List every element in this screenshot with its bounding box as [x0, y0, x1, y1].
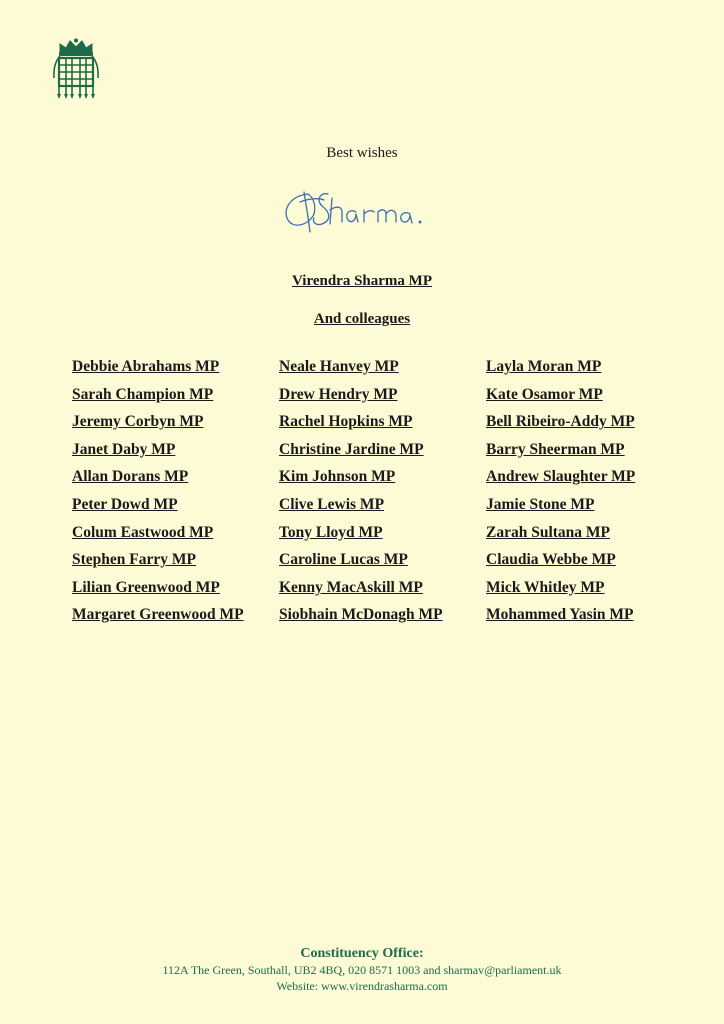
signatory-name: Colum Eastwood MP	[72, 523, 214, 541]
signatory-name: Mick Whitley MP	[486, 578, 605, 596]
signatory-name: Debbie Abrahams MP	[72, 358, 220, 375]
signatory-name: Layla Moran MP	[486, 358, 602, 375]
signatory-name: Peter Dowd MP	[72, 495, 178, 513]
signatory-name: Neale Hanvey MP	[279, 358, 399, 375]
footer-website: Website: www.virendrasharma.com	[276, 979, 448, 993]
portcullis-crest-icon	[50, 38, 102, 100]
signatory-name: Drew Hendry MP	[279, 385, 398, 403]
footer-title: Constituency Office:	[300, 946, 424, 961]
signatory-name: Andrew Slaughter MP	[486, 468, 636, 486]
signatory-name: Jamie Stone MP	[486, 495, 595, 513]
signatory-name: Lilian Greenwood MP	[72, 578, 220, 596]
sender-name: Virendra Sharma MP	[292, 273, 432, 289]
signatories-column-3	[486, 357, 635, 633]
signatory-name: Stephen Farry MP	[72, 551, 196, 569]
signatory-name: Mohammed Yasin MP	[486, 606, 634, 624]
signatory-name: Siobhain McDonagh MP	[279, 606, 443, 624]
signatory-name: Kate Osamor MP	[486, 385, 603, 403]
signatories-column-1	[72, 357, 244, 633]
signatory-name: Christine Jardine MP	[279, 440, 424, 458]
signatories-column-2	[279, 357, 443, 633]
signatory-name: Margaret Greenwood MP	[72, 606, 244, 624]
signatory-name: Kenny MacAskill MP	[279, 578, 423, 596]
sender-colleagues: And colleagues	[313, 311, 411, 327]
signatory-name: Tony Lloyd MP	[279, 523, 383, 541]
signatory-name: Bell Ribeiro-Addy MP	[486, 413, 635, 431]
signatory-name: Janet Daby MP	[72, 440, 176, 458]
signatory-name: Caroline Lucas MP	[279, 551, 408, 569]
signatory-name: Rachel Hopkins MP	[279, 413, 413, 431]
footer-constituency-office	[0, 945, 724, 994]
signatory-name: Jeremy Corbyn MP	[72, 413, 204, 431]
footer-address: 112A The Green, Southall, UB2 4BQ, 020 8571 1003 and sharmav@parliament.uk	[162, 963, 562, 977]
signatory-name: Barry Sheerman MP	[486, 440, 625, 458]
closing-salutation: Best wishes	[326, 145, 398, 161]
signatory-name: Allan Dorans MP	[72, 468, 189, 486]
signatory-name: Kim Johnson MP	[279, 468, 396, 486]
signatory-name: Sarah Champion MP	[72, 385, 214, 403]
signatory-name: Claudia Webbe MP	[486, 551, 616, 569]
signatory-name: Clive Lewis MP	[279, 495, 385, 513]
handwritten-signature	[280, 180, 430, 238]
signatory-name: Zarah Sultana MP	[486, 523, 611, 541]
